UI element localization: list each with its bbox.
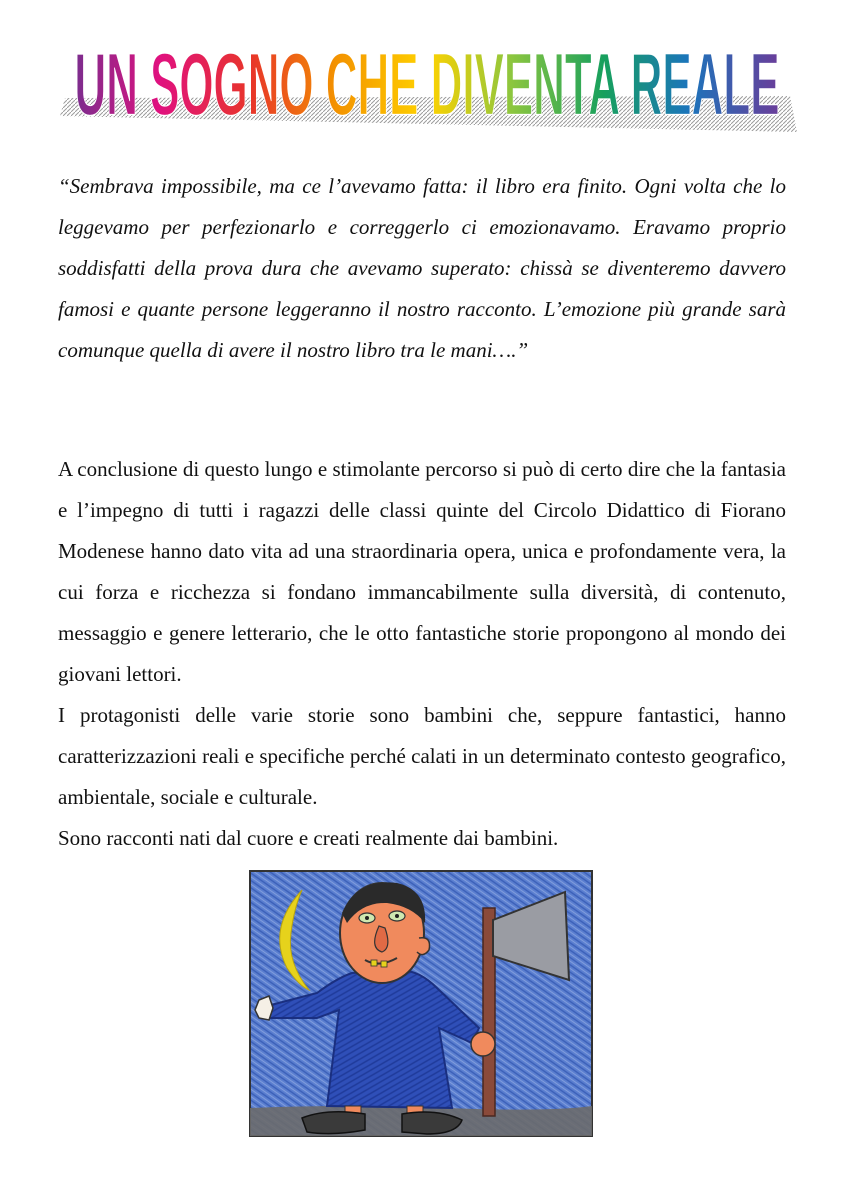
- child-drawing: [247, 868, 597, 1140]
- paragraph-2: I protagonisti delle varie storie sono bambini che, seppure fantastici, hanno caratterizzazioni reali e specifiche perché calati in un determinato contesto geografico, ambientale, sociale e culturale.: [58, 703, 786, 809]
- quote-paragraph: “Sembrava impossibile, ma ce l’avevamo fatta: il libro era finito. Ogni volta che lo leggevamo per perfezionarlo e correggerlo ci emozionavamo. Eravamo proprio soddisfatti della prova dura che avevamo superato: chissà se diventeremo davvero famosi e quante persone leggeranno il nostro racconto. L’emozione più grande sarà comunque quella di avere il nostro libro tra le mani….”: [58, 174, 786, 362]
- body-text: [58, 449, 786, 859]
- page-title: [55, 36, 800, 136]
- figure-right-hand: [471, 1032, 495, 1056]
- figure-ear: [417, 938, 430, 955]
- title-text: UN SOGNO CHE DIVENTA REALE: [74, 36, 780, 135]
- paragraph-3: Sono racconti nati dal cuore e creati realmente dai bambini.: [58, 826, 559, 850]
- drawing-illustration: [247, 868, 597, 1140]
- figure-shoe-left: [302, 1112, 365, 1134]
- title-wordart: [55, 36, 800, 136]
- paragraph-1: A conclusione di questo lungo e stimolante percorso si può di certo dire che la fantasia e l’impegno di tutti i ragazzi delle classi quinte del Circolo Didattico di Fiorano Modenese hanno dato vita ad una straordinaria opera, unica e profondamente vera, la cui forza e ricchezza si fondano immancabilmente sulla diversità, di contenuto, messaggio e genere letterario, che le otto fantastiche storie propongono al mondo dei giovani lettori.: [58, 457, 786, 686]
